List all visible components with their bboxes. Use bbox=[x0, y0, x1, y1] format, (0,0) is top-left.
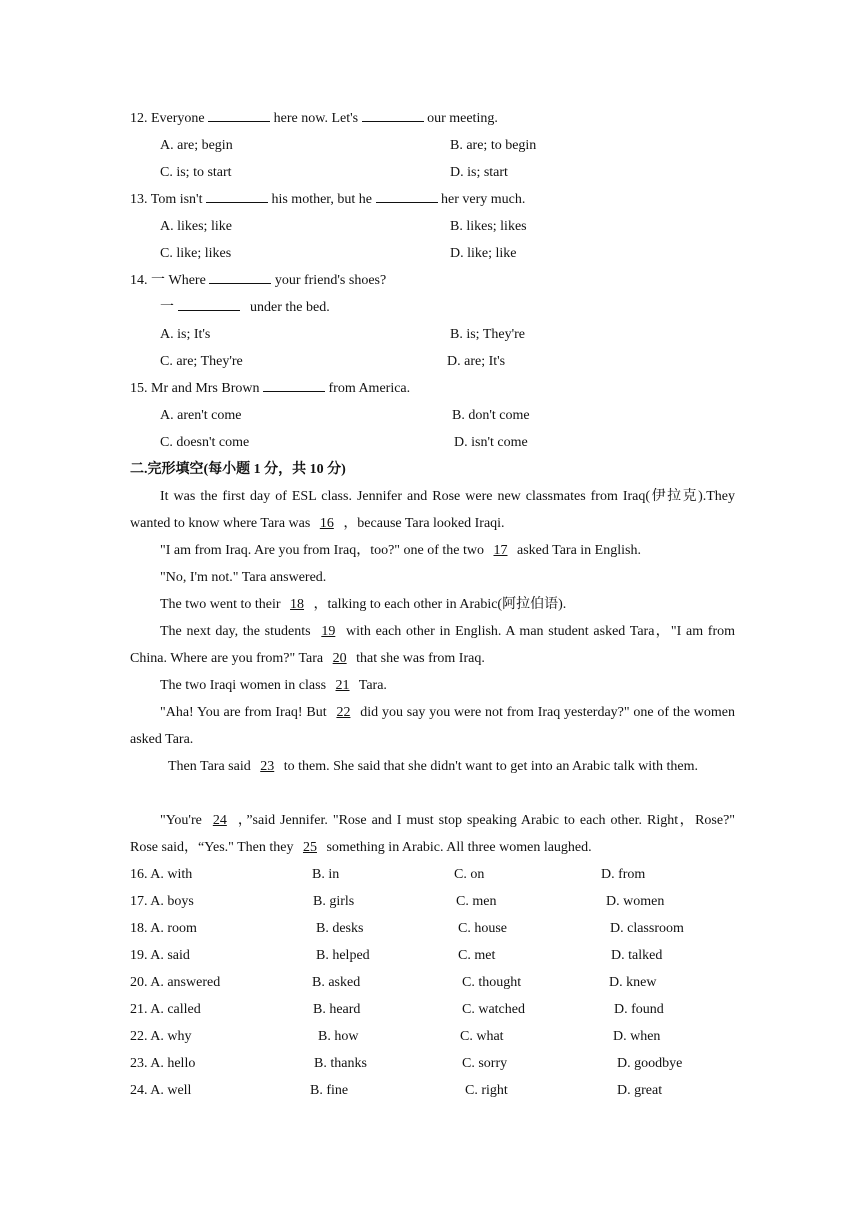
choice-24-b: B. fine bbox=[310, 1083, 349, 1098]
question-text: 12. Everyone bbox=[130, 111, 205, 126]
blank-number: 20 bbox=[332, 651, 347, 666]
choice-21-b: B. heard bbox=[313, 1002, 361, 1017]
choice-16-b: B. in bbox=[312, 867, 340, 882]
dash-marker: 一 bbox=[160, 300, 174, 315]
option-a: A. are; begin bbox=[160, 138, 233, 153]
question-text: here now. Let's bbox=[273, 111, 359, 126]
passage-paragraph-6 bbox=[130, 672, 735, 699]
choice-16-c: C. on bbox=[454, 867, 485, 882]
passage-text: It was the first day of ESL class. Jennifer and Rose were new classmates from Iraq(伊拉克).They wanted to know where Tara was bbox=[130, 489, 735, 531]
question-13 bbox=[130, 186, 735, 213]
blank-number: 23 bbox=[260, 759, 275, 774]
choice-22-c: C. what bbox=[460, 1029, 504, 1044]
passage-text: to them. She said that she didn't want to get into an Arabic talk with them. bbox=[283, 759, 699, 774]
question-15 bbox=[130, 375, 735, 402]
option-d: D. isn't come bbox=[454, 435, 528, 450]
question-text: 13. Tom isn't bbox=[130, 192, 203, 207]
choice-19-d: D. talked bbox=[611, 948, 663, 963]
question-14-reply bbox=[160, 294, 330, 321]
option-c: C. like; likes bbox=[160, 246, 232, 261]
answer-blank bbox=[362, 105, 424, 122]
choice-22-b: B. how bbox=[318, 1029, 359, 1044]
passage-text: something in Arabic. All three women laughed. bbox=[326, 840, 592, 855]
choice-24-a: 24. A. well bbox=[130, 1083, 192, 1098]
question-text: under the bed. bbox=[250, 300, 330, 315]
choice-23-d: D. goodbye bbox=[617, 1056, 683, 1071]
option-a: A. likes; like bbox=[160, 219, 232, 234]
passage-text: ，talking to each other in Arabic(阿拉伯语). bbox=[313, 597, 567, 612]
choice-21-d: D. found bbox=[614, 1002, 664, 1017]
option-d: D. are; It's bbox=[447, 354, 506, 369]
passage-text: The next day, the students bbox=[160, 624, 311, 639]
answer-blank bbox=[206, 186, 268, 203]
passage-text: The two went to their bbox=[160, 597, 281, 612]
choice-22-a: 22. A. why bbox=[130, 1029, 192, 1044]
passage-text: "No, I'm not." Tara answered. bbox=[160, 570, 327, 585]
blank-number: 24 bbox=[212, 813, 227, 828]
question-text: 15. Mr and Mrs Brown bbox=[130, 381, 260, 396]
choice-21-a: 21. A. called bbox=[130, 1002, 201, 1017]
passage-text: Tara. bbox=[358, 678, 387, 693]
option-a: A. aren't come bbox=[160, 408, 242, 423]
option-b: B. are; to begin bbox=[450, 138, 537, 153]
passage-paragraph-8 bbox=[130, 753, 735, 780]
answer-blank bbox=[263, 375, 325, 392]
choice-19-c: C. met bbox=[458, 948, 496, 963]
passage-paragraph-4 bbox=[130, 591, 735, 618]
passage-text: ，because Tara looked Iraqi. bbox=[343, 516, 505, 531]
choice-16-d: D. from bbox=[601, 867, 646, 882]
answer-blank bbox=[209, 267, 271, 284]
choice-20-d: D. knew bbox=[609, 975, 657, 990]
passage-text: The two Iraqi women in class bbox=[160, 678, 327, 693]
blank-number: 21 bbox=[335, 678, 350, 693]
passage-text: did you say you were not from Iraq yesterday?" one of the women asked Tara. bbox=[130, 705, 736, 747]
option-d: D. like; like bbox=[450, 246, 517, 261]
option-b: B. is; They're bbox=[450, 327, 525, 342]
choice-24-c: C. right bbox=[465, 1083, 508, 1098]
choice-22-d: D. when bbox=[613, 1029, 661, 1044]
choice-23-c: C. sorry bbox=[462, 1056, 508, 1071]
passage-text: that she was from Iraq. bbox=[356, 651, 485, 666]
choice-18-c: C. house bbox=[458, 921, 507, 936]
passage-text: "I am from Iraq. Are you from Iraq，too?" one of the two bbox=[160, 543, 484, 558]
choice-21-c: C. watched bbox=[462, 1002, 525, 1017]
blank-number: 19 bbox=[321, 624, 336, 639]
option-c: C. doesn't come bbox=[160, 435, 250, 450]
answer-blank bbox=[208, 105, 270, 122]
choice-17-b: B. girls bbox=[313, 894, 355, 909]
passage-text: with each other in English. A man student asked Tara，"I am from China. Where are you from?" Tara bbox=[130, 624, 736, 666]
passage-paragraph-7 bbox=[130, 699, 735, 753]
question-text: his mother, but he bbox=[271, 192, 373, 207]
passage-text: "Aha! You are from Iraq! But bbox=[160, 705, 327, 720]
choice-24-d: D. great bbox=[617, 1083, 663, 1098]
blank-number: 17 bbox=[493, 543, 508, 558]
passage-paragraph-9 bbox=[130, 807, 735, 861]
answer-blank bbox=[376, 186, 438, 203]
question-text: 14. 一 Where bbox=[130, 273, 206, 288]
question-text: our meeting. bbox=[427, 111, 498, 126]
passage-paragraph-1 bbox=[130, 483, 735, 537]
choice-20-c: C. thought bbox=[462, 975, 522, 990]
choice-23-a: 23. A. hello bbox=[130, 1056, 196, 1071]
question-12 bbox=[130, 105, 735, 132]
choice-18-d: D. classroom bbox=[610, 921, 684, 936]
choice-18-b: B. desks bbox=[316, 921, 364, 936]
passage-text: ，”said Jennifer. "Rose and I must stop speaking Arabic to each other. Right，Rose?" Rose said，“Yes." Then they bbox=[130, 813, 736, 855]
question-14 bbox=[130, 267, 735, 294]
option-c: C. is; to start bbox=[160, 165, 232, 180]
blank-number: 25 bbox=[302, 840, 317, 855]
option-b: B. likes; likes bbox=[450, 219, 527, 234]
passage-text: "You're bbox=[160, 813, 202, 828]
choice-16-a: 16. A. with bbox=[130, 867, 193, 882]
question-text: her very much. bbox=[441, 192, 526, 207]
passage-text: asked Tara in English. bbox=[517, 543, 641, 558]
choice-20-a: 20. A. answered bbox=[130, 975, 221, 990]
choice-23-b: B. thanks bbox=[314, 1056, 367, 1071]
option-d: D. is; start bbox=[450, 165, 508, 180]
choice-18-a: 18. A. room bbox=[130, 921, 197, 936]
question-text: from America. bbox=[328, 381, 411, 396]
answer-blank bbox=[178, 294, 240, 311]
choice-17-a: 17. A. boys bbox=[130, 894, 194, 909]
option-a: A. is; It's bbox=[160, 327, 211, 342]
blank-number: 18 bbox=[290, 597, 305, 612]
passage-paragraph-3 bbox=[130, 564, 735, 591]
question-text: your friend's shoes? bbox=[274, 273, 387, 288]
option-c: C. are; They're bbox=[160, 354, 243, 369]
passage-paragraph-5 bbox=[130, 618, 735, 672]
option-b: B. don't come bbox=[452, 408, 530, 423]
section-heading: 二.完形填空(每小题 1 分，共 10 分) bbox=[130, 462, 346, 477]
blank-number: 16 bbox=[319, 516, 334, 531]
passage-paragraph-2 bbox=[130, 537, 735, 564]
choice-17-d: D. women bbox=[606, 894, 665, 909]
blank-number: 22 bbox=[336, 705, 351, 720]
choice-19-b: B. helped bbox=[316, 948, 370, 963]
passage-text: Then Tara said bbox=[168, 759, 251, 774]
choice-17-c: C. men bbox=[456, 894, 497, 909]
choice-19-a: 19. A. said bbox=[130, 948, 190, 963]
choice-20-b: B. asked bbox=[312, 975, 361, 990]
